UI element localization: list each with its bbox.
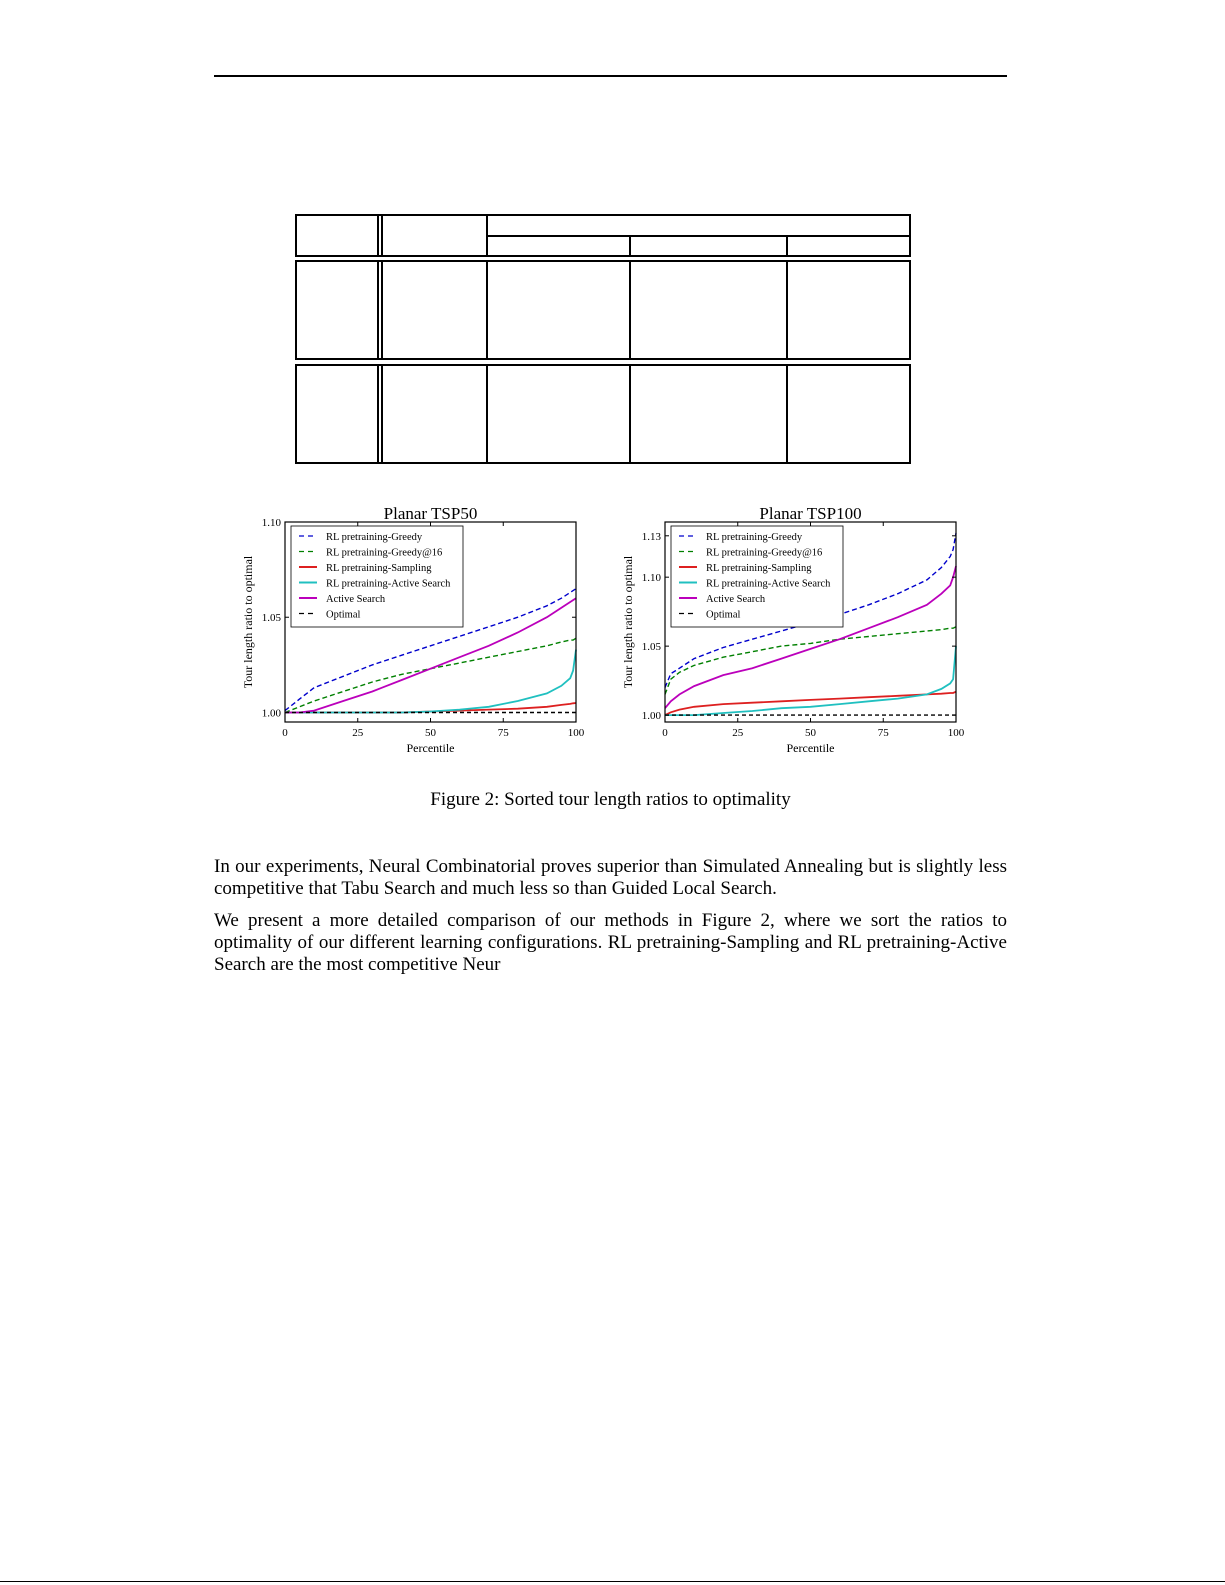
chart-title: Planar TSP100 [759, 504, 862, 523]
y-tick-label: 1.00 [641, 710, 661, 723]
series-line [665, 627, 956, 695]
x-tick-label: 50 [805, 727, 816, 739]
table-row-block [296, 365, 910, 463]
legend-label: RL pretraining-Greedy [706, 532, 803, 543]
x-tick-label: 100 [947, 727, 965, 739]
y-tick-label: 1.13 [641, 530, 661, 543]
series-line [665, 692, 956, 715]
series-line [285, 650, 576, 713]
legend-label: RL pretraining-Active Search [706, 578, 831, 590]
x-tick-label: 0 [282, 727, 288, 739]
legend-label: RL pretraining-Active Search [326, 578, 451, 590]
x-tick-label: 25 [352, 727, 364, 739]
legend-label: RL pretraining-Greedy [326, 532, 423, 543]
series-line [285, 638, 576, 712]
legend-label: RL pretraining-Greedy@16 [326, 547, 443, 559]
x-tick-label: 25 [732, 727, 744, 739]
y-tick-label: 1.10 [641, 572, 661, 585]
x-tick-label: 100 [567, 727, 585, 739]
chart-tsp50-svg [230, 500, 600, 765]
chart-tsp100 [610, 500, 980, 765]
legend-label: Active Search [706, 594, 766, 605]
y-axis-label: Tour length ratio to optimal [621, 555, 635, 689]
y-tick-label: 1.10 [261, 517, 281, 529]
paragraph: We present a more detailed comparison of our methods in Figure 2, where we sort the ratios to optimality of our different learning configurations. RL pretraining-Sampling and RL pretraining-Active Search are the most competitive Neur [214, 910, 1007, 975]
x-tick-label: 0 [662, 727, 668, 739]
y-axis-label: Tour length ratio to optimal [241, 555, 255, 689]
y-tick-label: 1.05 [641, 641, 661, 654]
paragraph: In our experiments, Neural Combinatorial proves superior than Simulated Annealing but is slightly less competitive that Tabu Search and much less so than Guided Local Search. [214, 856, 1007, 899]
x-axis-label: Percentile [786, 741, 835, 755]
x-tick-label: 75 [877, 727, 889, 739]
legend-label: Active Search [326, 594, 386, 605]
x-axis-label: Percentile [406, 741, 455, 755]
chart-tsp100-svg [610, 500, 980, 765]
table-row-block [296, 261, 910, 359]
chart-tsp50 [230, 500, 600, 765]
y-tick-label: 1.00 [261, 707, 281, 720]
legend-label: Optimal [706, 609, 741, 621]
y-tick-label: 1.05 [261, 612, 281, 625]
legend-label: RL pretraining-Greedy@16 [706, 547, 823, 559]
legend-label: RL pretraining-Sampling [326, 563, 432, 574]
chart-title: Planar TSP50 [383, 504, 478, 523]
figure-caption: Figure 2: Sorted tour length ratios to optimality [430, 789, 791, 810]
x-tick-label: 75 [497, 727, 509, 739]
results-table [0, 0, 1225, 480]
footer-rule [0, 1581, 1225, 1582]
x-tick-label: 50 [425, 727, 436, 739]
legend-label: Optimal [326, 609, 361, 621]
legend-label: RL pretraining-Sampling [706, 563, 812, 574]
